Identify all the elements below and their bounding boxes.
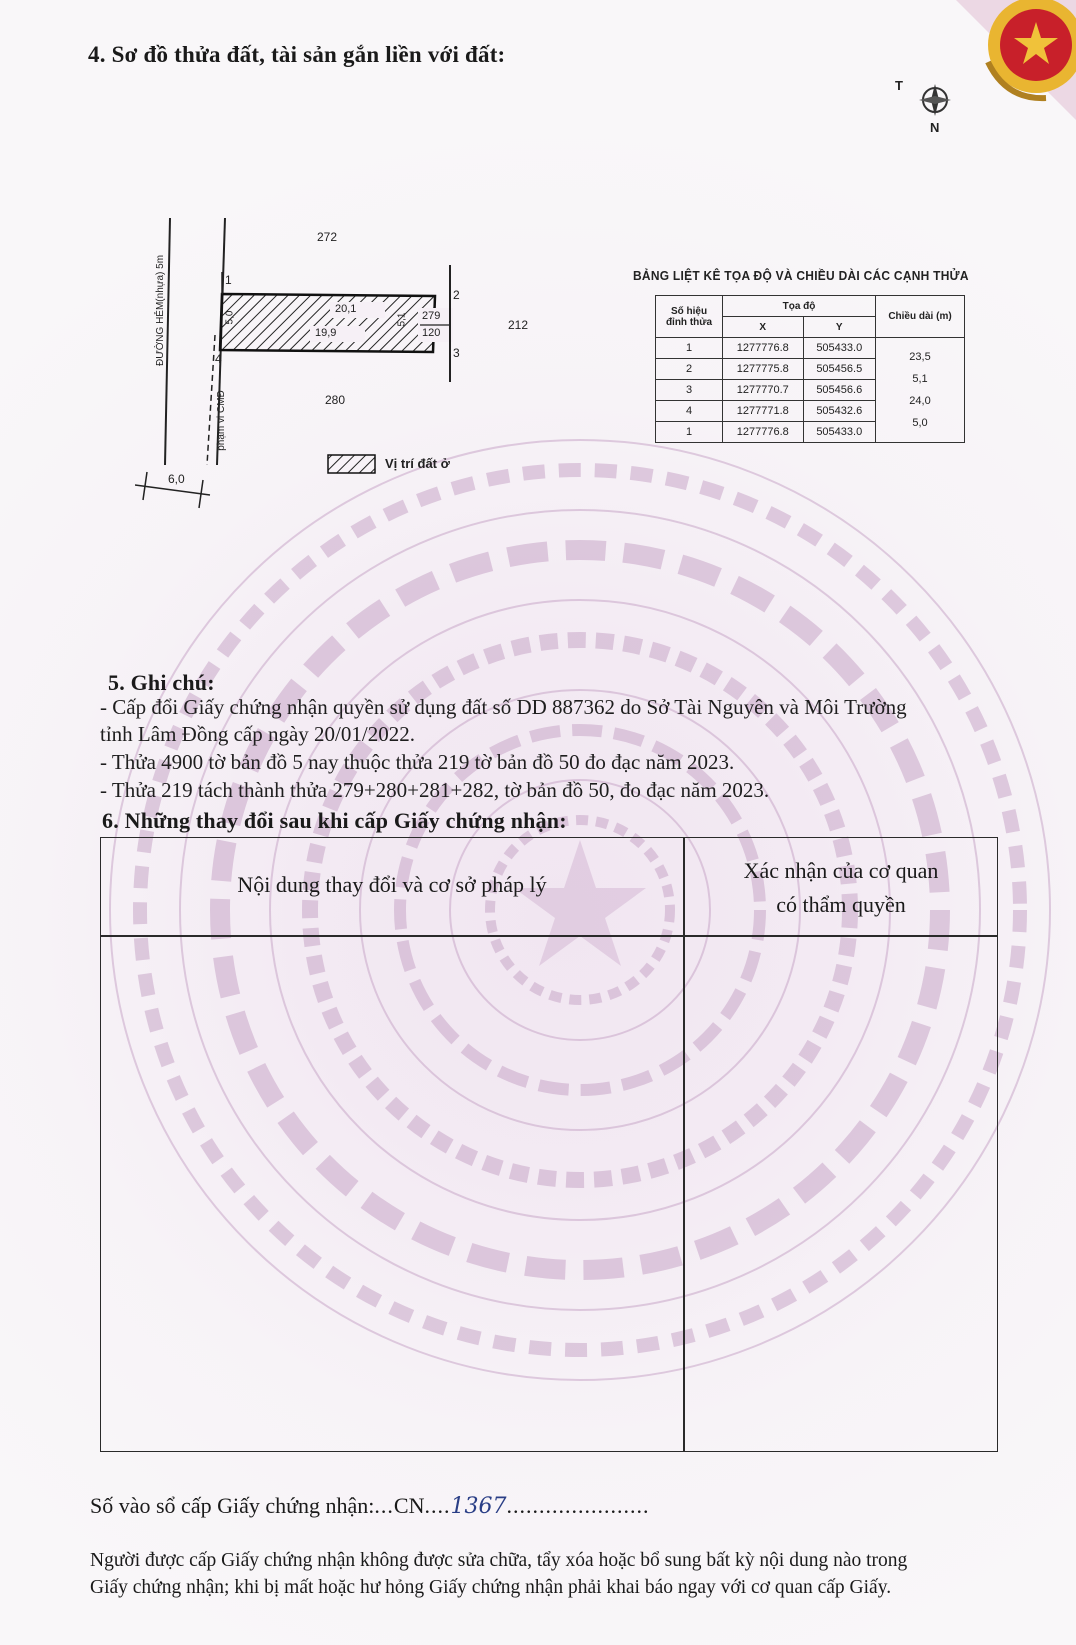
length-value: 24,0 (909, 395, 931, 407)
registry-number: 1367 (450, 1494, 507, 1519)
col-confirm-header-line2: có thẩm quyền (776, 892, 906, 917)
registry-dots: ...................... (506, 1493, 650, 1518)
y-cell: 505433.0 (803, 338, 875, 359)
parcel-east-number: 212 (508, 318, 529, 332)
length-value: 5,1 (912, 373, 928, 385)
col-point-header: Số hiệu đỉnh thửa (656, 296, 723, 338)
parcel-north-number: 272 (317, 230, 338, 244)
col-content-header: Nội dung thay đổi và cơ sở pháp lý (237, 872, 547, 897)
warning-line-2: Giấy chứng nhận; khi bị mất hoặc hư hỏng Giấy chứng nhận phải khai báo ngay với cơ quan cấp Giấy. (90, 1577, 892, 1598)
section-6-title: 6. Những thay đổi sau khi cấp Giấy chứng nhận: (102, 808, 567, 833)
section-5-title: 5. Ghi chú: (108, 670, 215, 695)
point-cell: 2 (656, 359, 723, 380)
x-cell: 1277770.7 (723, 380, 804, 401)
registry-number-line (90, 1493, 649, 1519)
note-line: - Thửa 219 tách thành thửa 279+280+281+282, tờ bản đồ 50, đo đạc năm 2023. (100, 778, 770, 802)
y-cell: 505432.6 (803, 401, 875, 422)
parcel-south-number: 280 (325, 393, 346, 407)
coordinate-table-title: BẢNG LIỆT KÊ TỌA ĐỘ VÀ CHIỀU DÀI CÁC CẠNH THỬA (633, 268, 969, 283)
section-4-title: 4. Sơ đồ thửa đất, tài sản gắn liền với đất: (88, 42, 506, 67)
warning-line-1: Người được cấp Giấy chứng nhận không được sửa chữa, tẩy xóa hoặc bổ sung bất kỳ nội dung nào trong (90, 1550, 908, 1571)
point-cell: 1 (656, 338, 723, 359)
boundary-label: phạm vi CMĐ (215, 390, 227, 451)
y-cell: 505456.5 (803, 359, 875, 380)
y-cell: 505456.6 (803, 380, 875, 401)
compass-west-label: T (895, 78, 903, 93)
table-row (656, 338, 965, 359)
lengths-cell (876, 338, 965, 443)
note-line: tỉnh Lâm Đồng cấp ngày 20/01/2022. (100, 722, 415, 746)
note-line: - Cấp đổi Giấy chứng nhận quyền sử dụng đất số DD 887362 do Sở Tài Nguyên và Môi Trường (100, 695, 907, 719)
road-label: ĐƯỜNG HẺM(nhựa) 5m (155, 254, 167, 367)
x-cell: 1277776.8 (723, 422, 804, 443)
col-x-header: X (723, 317, 804, 338)
parcel-sketch (135, 210, 529, 530)
vertex-1: 1 (225, 273, 232, 287)
point-cell: 3 (656, 380, 723, 401)
length-value: 23,5 (909, 351, 931, 363)
registry-dots: .... (424, 1493, 451, 1518)
vertex-2: 2 (453, 288, 460, 302)
point-cell: 1 (656, 422, 723, 443)
y-cell: 505433.0 (803, 422, 875, 443)
coordinate-table (655, 295, 965, 443)
edge-bottom-length: 19,9 (315, 327, 337, 339)
point-cell: 4 (656, 401, 723, 422)
x-cell: 1277775.8 (723, 359, 804, 380)
parcel-number: 279 (422, 310, 441, 322)
compass-north-label: N (930, 120, 940, 135)
vertex-4: 4 (215, 352, 222, 366)
registry-code: CN (393, 1493, 425, 1518)
edge-left-length: 5,0 (224, 310, 236, 325)
header-divider (101, 935, 997, 937)
col-coord-header: Tọa độ (723, 296, 876, 317)
legend-label: Vị trí đất ở (385, 456, 450, 471)
road-width-dimension (135, 485, 210, 495)
note-line: - Thửa 4900 tờ bản đồ 5 nay thuộc thửa 219 tờ bản đồ 50 đo đạc năm 2023. (100, 750, 735, 774)
x-cell: 1277776.8 (723, 338, 804, 359)
x-cell: 1277771.8 (723, 401, 804, 422)
boundary-dashed-line (207, 335, 215, 465)
edge-top-length: 20,1 (335, 303, 357, 315)
parcel-drawing (135, 210, 495, 530)
road-width-label: 6,0 (168, 472, 185, 486)
column-divider (683, 838, 685, 1451)
length-value: 5,0 (912, 417, 928, 429)
col-y-header: Y (803, 317, 875, 338)
vertex-3: 3 (453, 346, 460, 360)
legend-swatch (328, 455, 375, 473)
edge-right-length: 5,1 (396, 312, 408, 327)
registry-label: Số vào sổ cấp Giấy chứng nhận: (90, 1493, 375, 1518)
col-length-header: Chiều dài (m) (876, 296, 965, 338)
parcel-area: 120 (422, 327, 441, 339)
changes-table (100, 837, 998, 1452)
col-confirm-header-line1: Xác nhận của cơ quan (743, 858, 939, 883)
registry-dots: ... (374, 1493, 394, 1518)
north-arrow-compass (895, 78, 965, 138)
